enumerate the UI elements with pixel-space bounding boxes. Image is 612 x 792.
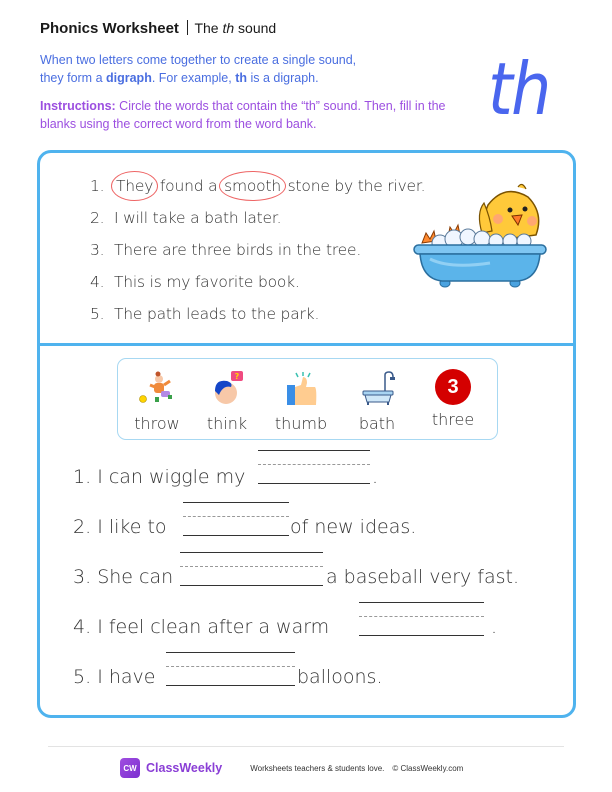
circled-word[interactable]: smooth [224, 177, 281, 195]
word-bank-item-think [190, 369, 264, 435]
child-throwing-ball-icon [137, 369, 177, 407]
tagline: Worksheets teachers & students love. [250, 763, 385, 773]
word-bank-item-bath [340, 369, 414, 435]
word-bank-item-thumb [264, 369, 338, 435]
duck-bathtub-icon [410, 183, 550, 293]
worksheet-card: 1. They found a smooth stone by the river. 2. I will take a bath later. 3. There are three birds in the tree. 4. This is my favorite book. 5. The path leads to the park. throw ? think thumb bath 3 three 1. I can wiggle my . 2. I like to of new ideas. 3. She can a baseball very fast. 4. I feel clean after a warm . 5. I have balloons. [37, 150, 576, 718]
circled-word[interactable]: They [116, 177, 154, 195]
footer-divider [48, 746, 564, 747]
thumbs-up-icon [281, 369, 321, 407]
classweekly-logo-icon: CW [120, 758, 140, 778]
answer-blank-3[interactable] [180, 552, 323, 598]
digraph-display: th [488, 47, 550, 131]
answer-blank-5[interactable] [166, 652, 295, 698]
sentence-2[interactable]: 2. I will take a bath later. [90, 209, 282, 227]
instructions-text: Instructions: Circle the words that contain the “th” sound. Then, fill in the blanks using the correct word from the word bank. [40, 99, 446, 131]
worksheet-title: Phonics Worksheet [40, 20, 179, 37]
section-divider [40, 343, 573, 346]
bathtub-icon [357, 369, 397, 407]
sentence-1: 1. They found a smooth stone by the river. [90, 177, 426, 195]
thinking-head-icon [207, 369, 247, 407]
word-bath: bath [358, 414, 396, 433]
circle-sentences [90, 175, 425, 335]
word-bank-item-three [416, 369, 490, 431]
sentence-5[interactable]: 5. The path leads to the park. [90, 305, 320, 323]
intro-text: When two letters come together to create a single sound, they form a digraph. For example, th is a digraph. [40, 53, 357, 85]
word-three: three [431, 410, 475, 429]
copyright: © ClassWeekly.com [392, 763, 464, 773]
answer-blank-2[interactable] [183, 502, 289, 548]
word-thumb: thumb [274, 414, 328, 433]
header-divider [187, 20, 189, 35]
word-think: think [206, 414, 248, 433]
sentence-4[interactable]: 4. This is my favorite book. [90, 273, 300, 291]
answer-blank-4[interactable] [359, 602, 484, 648]
word-bank-item-throw [120, 369, 194, 435]
word-bank [117, 358, 498, 440]
svg-text:?: ? [234, 372, 240, 381]
word-throw: throw [134, 414, 180, 433]
footer [120, 758, 463, 778]
number-three-icon: 3 [433, 369, 473, 407]
brand-name: ClassWeekly [146, 761, 223, 775]
worksheet-subtitle: The th sound [194, 20, 277, 36]
sentence-3[interactable]: 3. There are three birds in the tree. [90, 241, 362, 259]
answer-blank-1[interactable] [258, 450, 370, 496]
worksheet-header [40, 20, 276, 37]
